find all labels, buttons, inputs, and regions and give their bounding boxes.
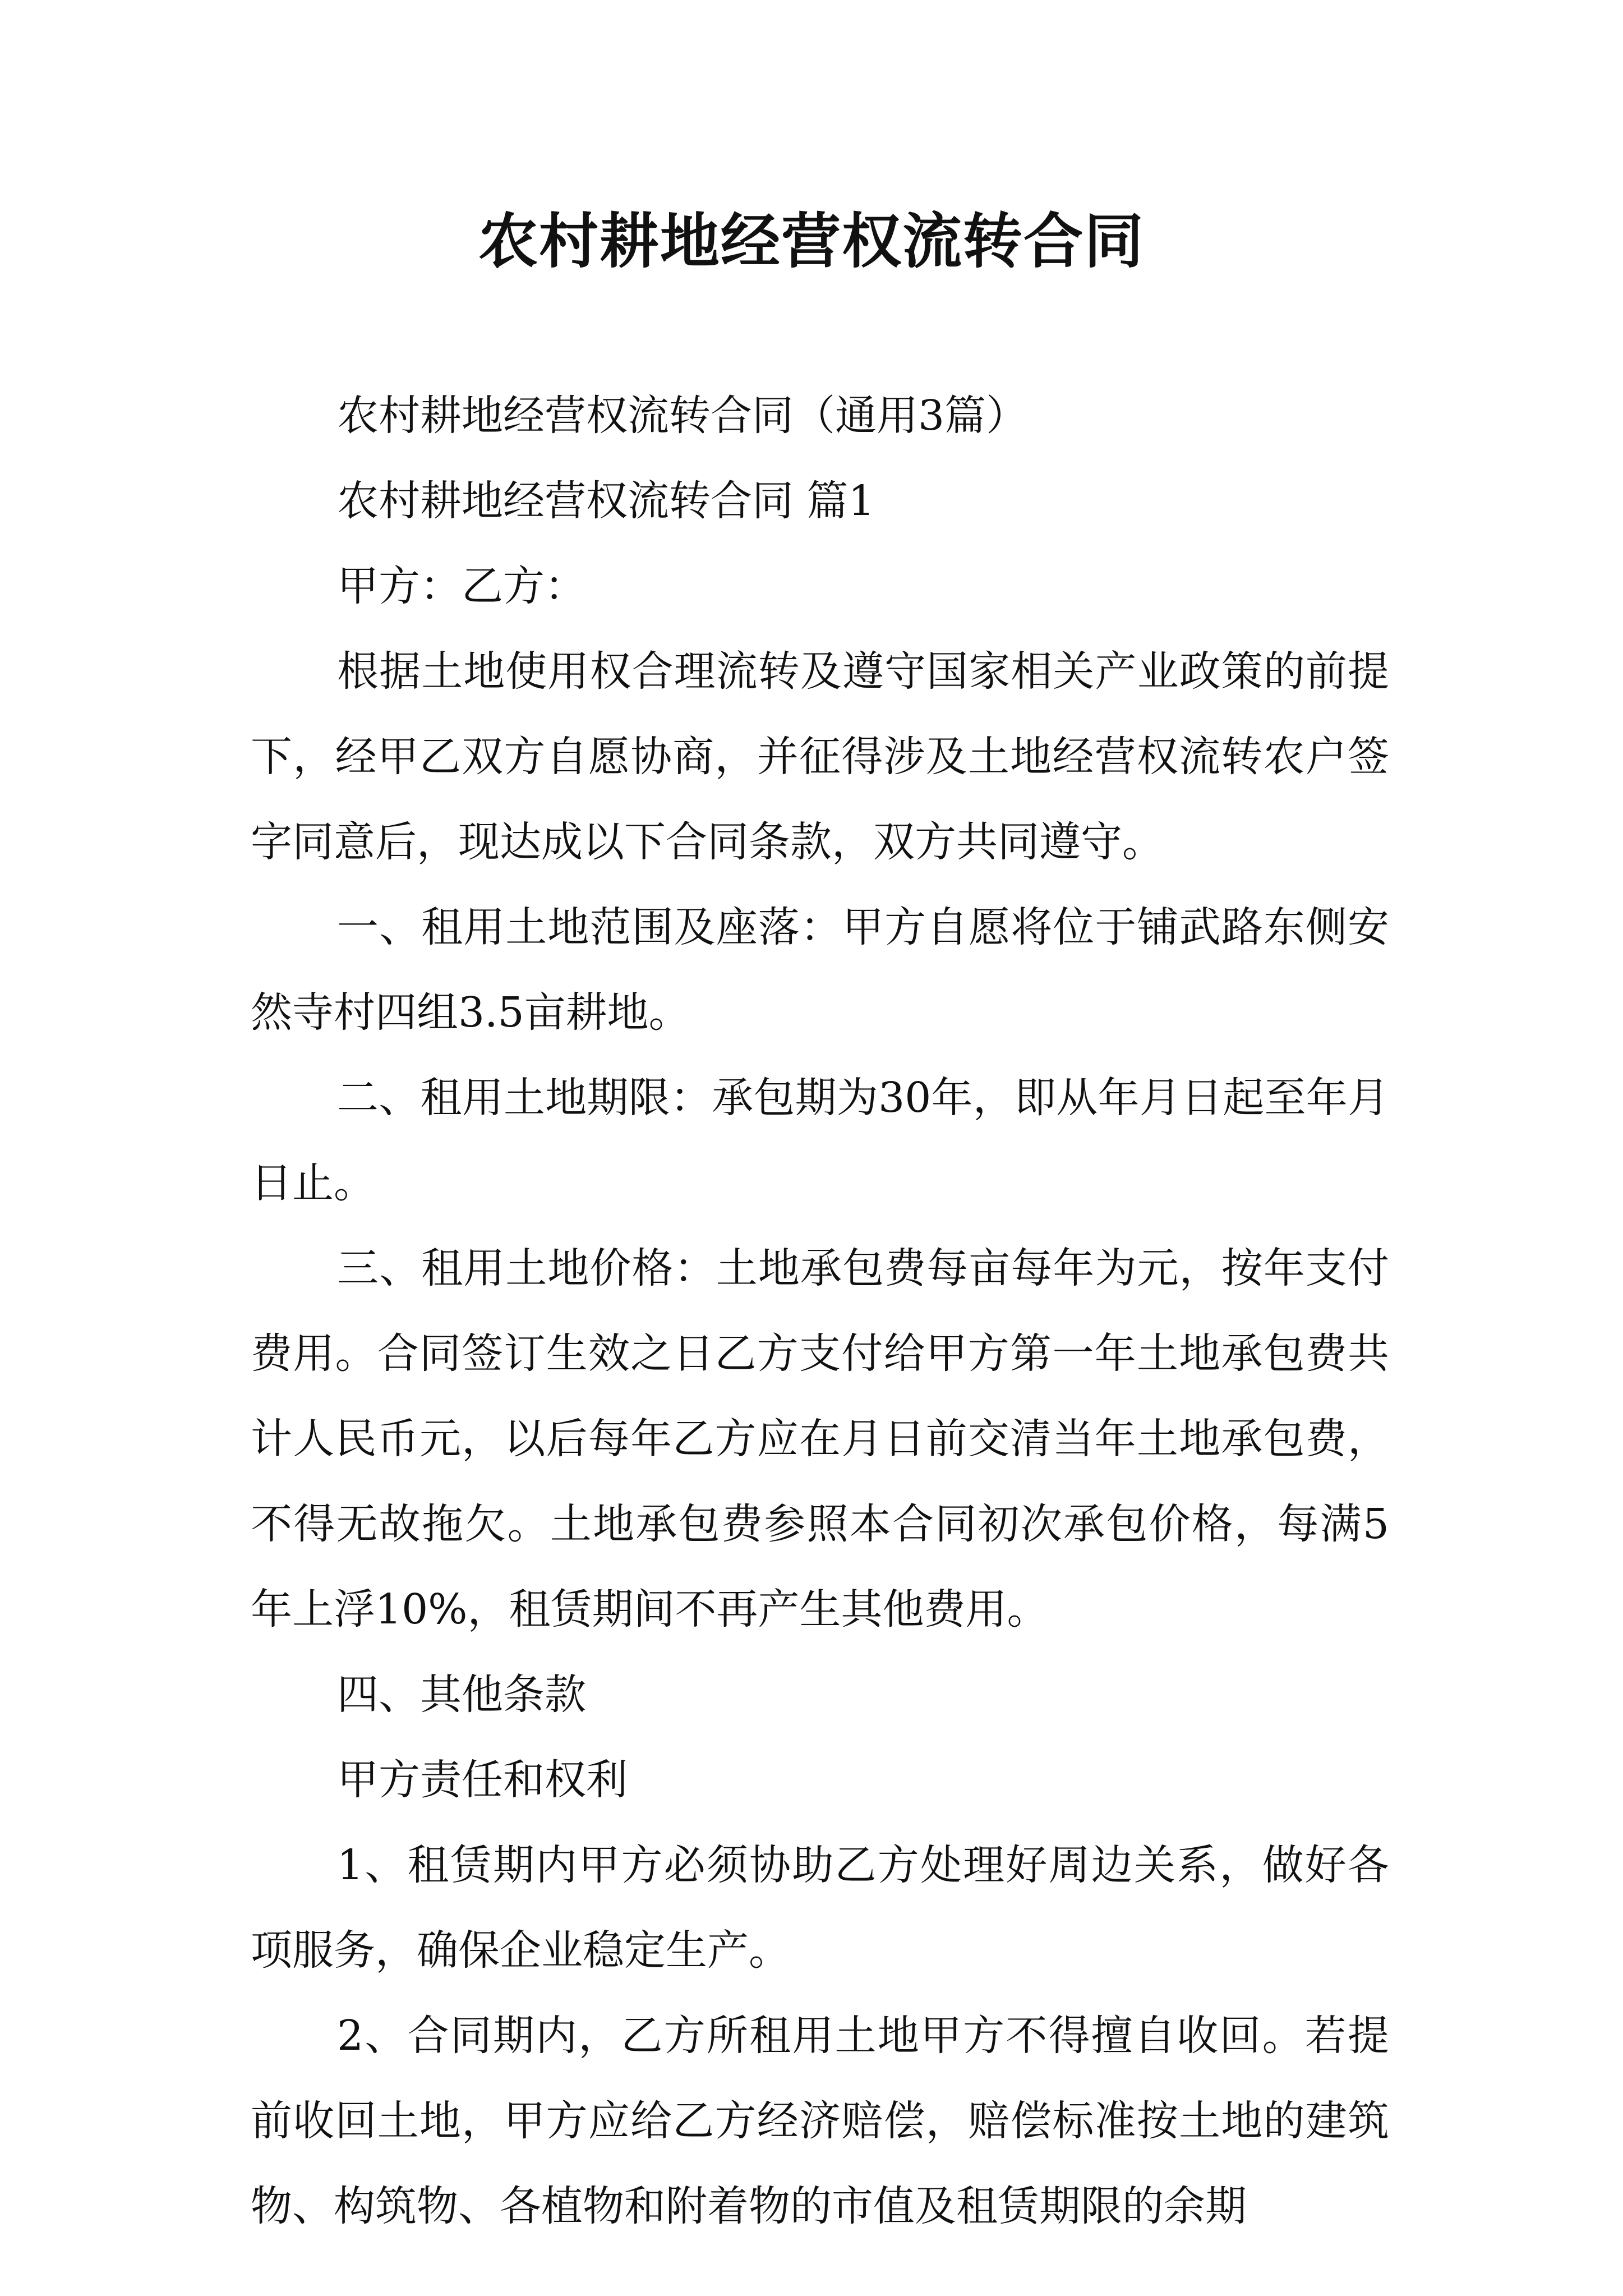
paragraph-item-2: 2、合同期内，乙方所租用土地甲方不得擅自收回。若提前收回土地，甲方应给乙方经济赔偿，赔偿标准按土地的建筑物、构筑物、各植物和附着物的市值及租赁期限的余期 <box>251 2012 1389 2230</box>
document-title: 农村耕地经营权流转合同 <box>478 206 1145 276</box>
paragraph-section-heading: 农村耕地经营权流转合同 篇1 <box>337 477 875 525</box>
paragraph-subtitle: 农村耕地经营权流转合同（通用3篇） <box>337 392 1028 440</box>
paragraph-clause-2: 二、租用土地期限：承包期为30年，即从年月日起至年月日止。 <box>251 1074 1389 1207</box>
paragraph-parties: 甲方：乙方： <box>337 562 586 610</box>
paragraph-clause-1: 一、租用土地范围及座落：甲方自愿将位于铺武路东侧安然寺村四组3.5亩耕地。 <box>251 903 1389 1037</box>
paragraph-preamble: 根据土地使用权合理流转及遵守国家相关产业政策的前提下，经甲乙双方自愿协商，并征得涉及土地经营权流转农户签字同意后，现达成以下合同条款，双方共同遵守。 <box>251 647 1389 866</box>
paragraph-clause-3: 三、租用土地价格：土地承包费每亩每年为元，按年支付费用。合同签订生效之日乙方支付给甲方第一年土地承包费共计人民币元，以后每年乙方应在月日前交清当年土地承包费，不得无故拖欠。土地承包费参照本合同初次承包价格，每满5年上浮10%，租赁期间不再产生其他费用。 <box>251 1244 1389 1634</box>
paragraph-party-a-heading: 甲方责任和权利 <box>337 1756 628 1804</box>
paragraph-item-1: 1、租赁期内甲方必须协助乙方处理好周边关系，做好各项服务，确保企业稳定生产。 <box>251 1841 1389 1975</box>
paragraph-clause-4-heading: 四、其他条款 <box>337 1671 586 1719</box>
document-body <box>251 373 1389 2249</box>
